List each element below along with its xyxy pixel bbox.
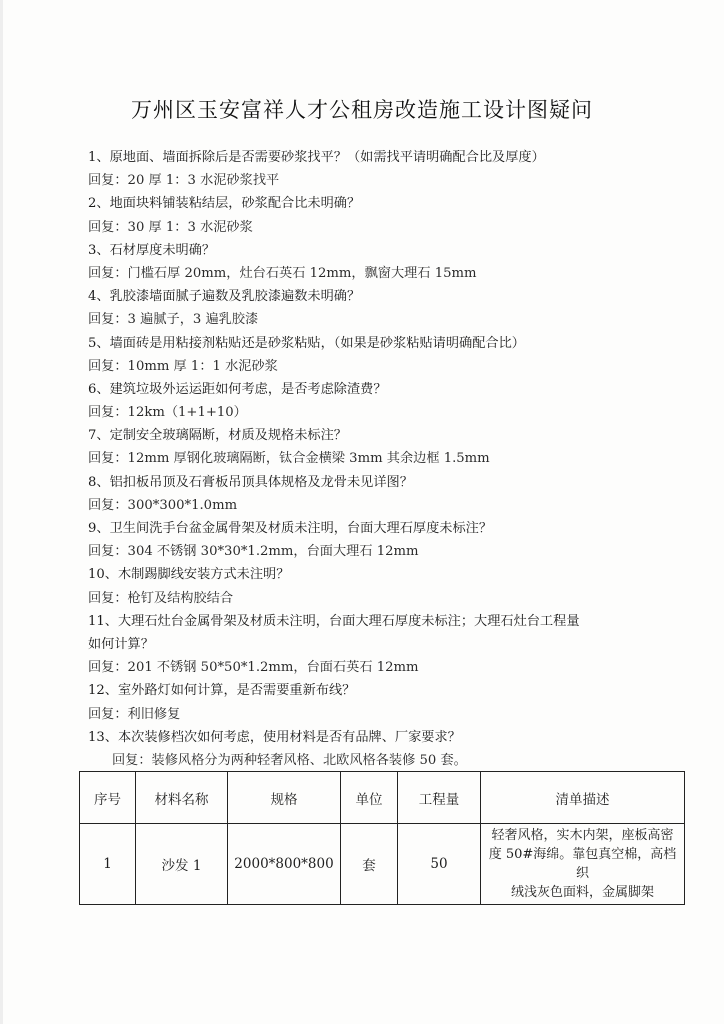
answer-8: 回复：300*300*1.0mm (88, 497, 238, 513)
cell-description (481, 824, 685, 905)
cell-material-name: 沙发 1 (136, 824, 228, 905)
answer-13: 回复：装修风格分为两种轻奢风格、北欧风格各装修 50 套。 (112, 752, 467, 768)
question-11-continued: 如何计算？ (88, 636, 154, 652)
question-4: 4、乳胶漆墙面腻子遍数及乳胶漆遍数未明确？ (88, 289, 361, 305)
cell-quantity: 50 (398, 824, 481, 905)
scan-edge (0, 0, 3, 1024)
question-10: 10、木制踢脚线安装方式未注明？ (88, 567, 290, 583)
header-spec: 规格 (228, 772, 341, 824)
answer-4: 回复：3 遍腻子，3 遍乳胶漆 (88, 312, 259, 328)
question-9: 9、卫生间洗手台盆金属骨架及材质未注明，台面大理石厚度未标注？ (88, 521, 493, 536)
question-5: 5、墙面砖是用粘接剂粘贴还是砂浆粘贴，（如果是砂浆粘贴请明确配合比） (88, 335, 525, 351)
question-2: 2、地面块料铺装粘结层，砂浆配合比未明确？ (88, 196, 361, 212)
answer-12: 回复：利旧修复 (88, 706, 181, 722)
question-11: 11、大理石灶台金属骨架及材质未注明，台面大理石厚度未标注；大理石灶台工程量 (88, 613, 580, 629)
question-7: 7、定制安全玻璃隔断，材质及规格未标注？ (88, 428, 347, 444)
header-quantity: 工程量 (398, 772, 481, 824)
answer-3: 回复：门槛石厚 20mm，灶台石英石 12mm，飘窗大理石 15mm (88, 265, 477, 281)
question-8: 8、铝扣板吊顶及石膏板吊顶具体规格及龙骨未见详图？ (88, 474, 413, 490)
header-unit: 单位 (341, 772, 398, 824)
question-12: 12、室外路灯如何计算，是否需要重新布线？ (88, 683, 356, 699)
description-line-2: 度 50#海绵。靠包真空棉，高档织 (488, 847, 677, 881)
header-no: 序号 (80, 772, 136, 824)
table-row (80, 824, 685, 905)
answer-7: 回复：12mm 厚钢化玻璃隔断，钛合金横梁 3mm 其余边框 1.5mm (88, 451, 490, 467)
answer-10: 回复：枪钉及结构胶结合 (88, 590, 234, 606)
table-header-row (80, 772, 685, 824)
answer-5: 回复：10mm 厚 1：1 水泥砂浆 (88, 358, 278, 374)
question-6: 6、建筑垃圾外运运距如何考虑，是否考虑除渣费？ (88, 381, 387, 397)
question-1: 1、原地面、墙面拆除后是否需要砂浆找平？（如需找平请明确配合比及厚度） (88, 150, 545, 165)
header-description: 清单描述 (481, 772, 685, 824)
answer-2: 回复：30 厚 1：3 水泥砂浆 (88, 219, 253, 235)
document-title: 万州区玉安富祥人才公租房改造施工设计图疑问 (131, 98, 593, 122)
answer-11: 回复：201 不锈钢 50*50*1.2mm，台面石英石 12mm (88, 660, 419, 676)
materials-table (79, 771, 685, 905)
question-13: 13、本次装修档次如何考虑，使用材料是否有品牌、厂家要求？ (88, 729, 461, 745)
cell-spec: 2000*800*800 (228, 824, 341, 905)
header-material-name: 材料名称 (136, 772, 228, 824)
answer-6: 回复：12km（1+1+10） (88, 405, 247, 421)
description-line-3: 绒浅灰色面料，金属脚架 (510, 885, 654, 900)
answer-9: 回复：304 不锈钢 30*30*1.2mm，台面大理石 12mm (88, 544, 419, 560)
question-3: 3、石材厚度未明确？ (88, 242, 216, 258)
cell-unit: 套 (341, 824, 398, 905)
qa-list (88, 146, 698, 772)
answer-1: 回复：20 厚 1：3 水泥砂浆找平 (88, 173, 280, 189)
description-line-1: 轻奢风格，实木内架，座板高密 (491, 828, 674, 843)
cell-no: 1 (80, 824, 136, 905)
